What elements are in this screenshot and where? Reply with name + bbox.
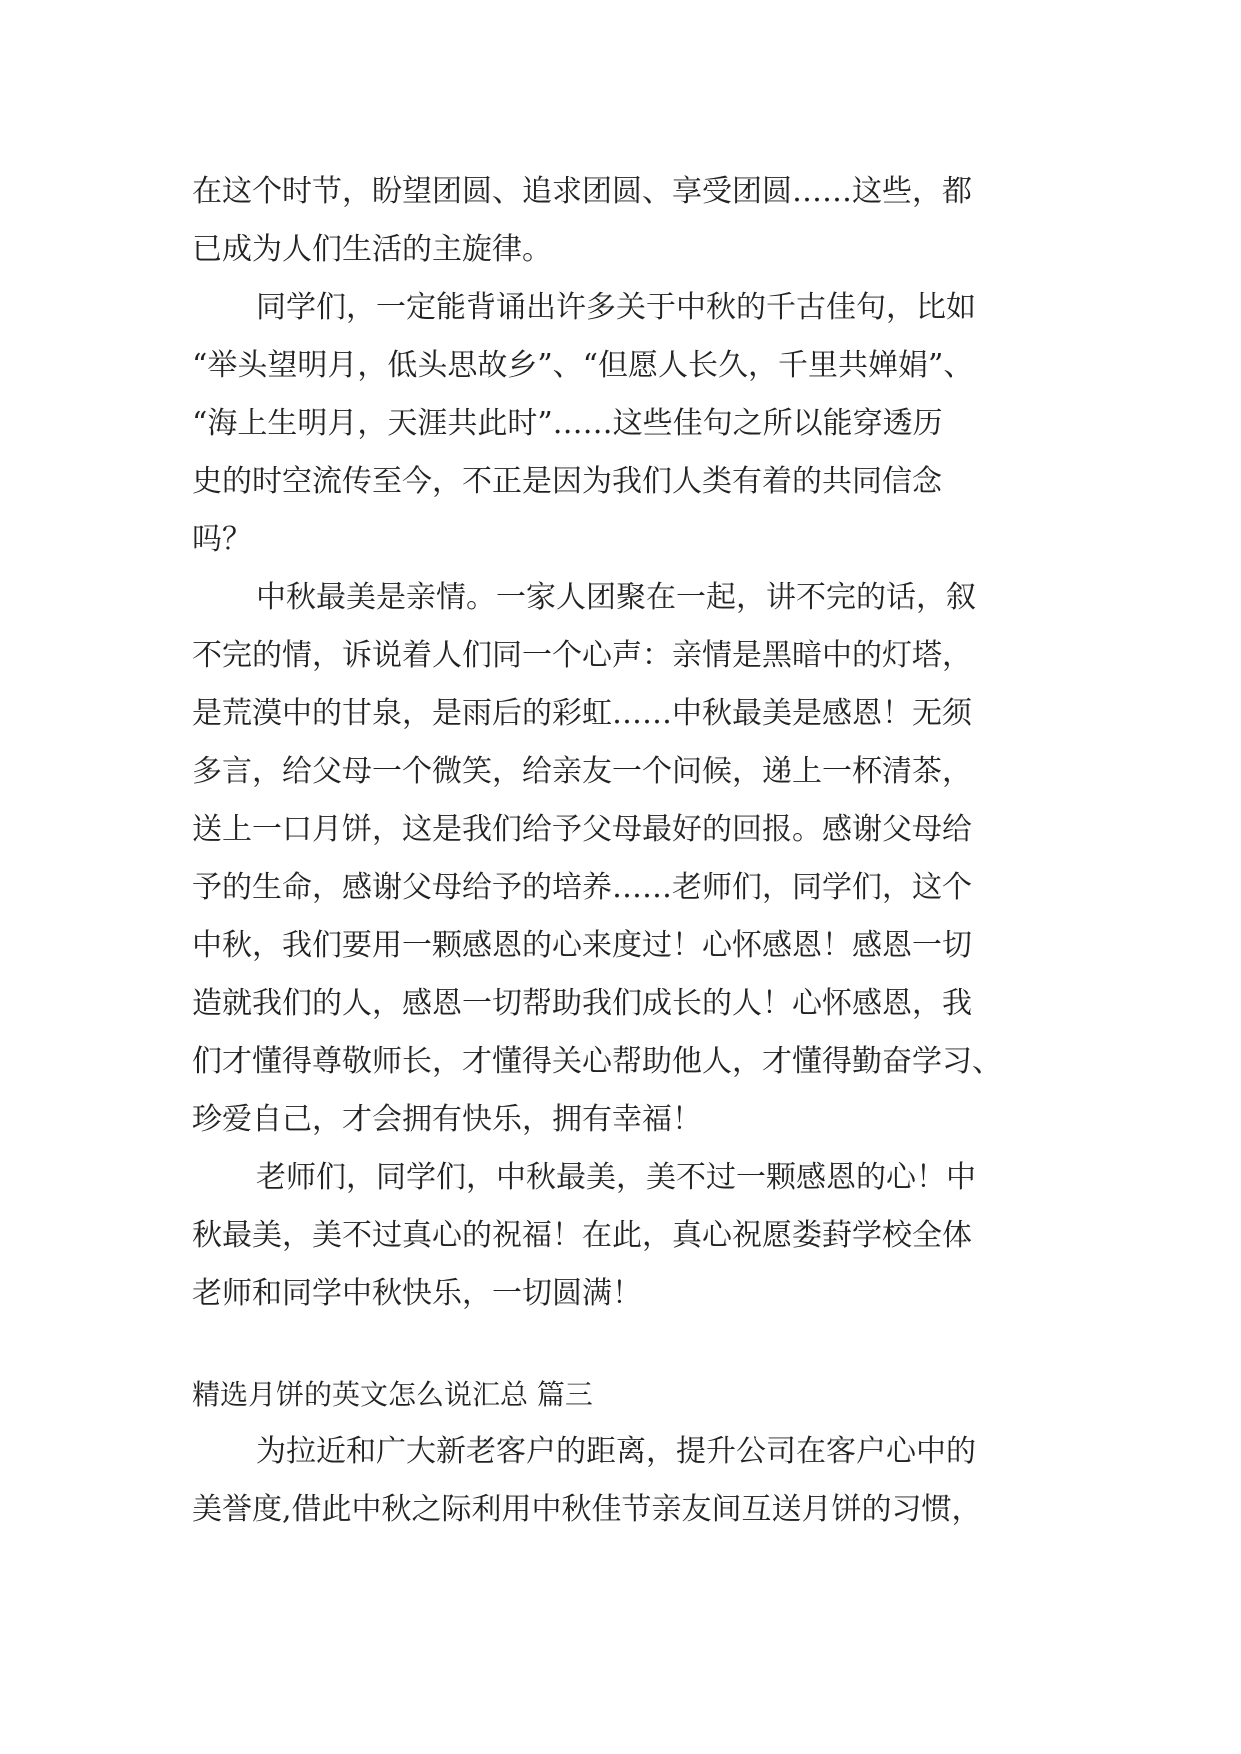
section-heading: 精选月饼的英文怎么说汇总 篇三 [192, 1378, 593, 1411]
paragraph-line: 造就我们的人，感恩一切帮助我们成长的人！心怀感恩，我 [192, 986, 972, 1021]
paragraph-line: 美誉度,借此中秋之际利用中秋佳节亲友间互送月饼的习惯， [192, 1492, 982, 1527]
paragraph-line: 秋最美，美不过真心的祝福！在此，真心祝愿娄葑学校全体 [192, 1218, 972, 1253]
paragraph-line: 多言，给父母一个微笑，给亲友一个问候，递上一杯清茶， [192, 754, 972, 789]
paragraph-line: 中秋，我们要用一颗感恩的心来度过！心怀感恩！感恩一切 [192, 928, 972, 963]
paragraph-line: 老师和同学中秋快乐，一切圆满！ [192, 1276, 642, 1311]
paragraph-line: 中秋最美是亲情。一家人团聚在一起，讲不完的话，叙 [256, 580, 976, 615]
paragraph-line: 送上一口月饼，这是我们给予父母最好的回报。感谢父母给 [192, 812, 972, 847]
paragraph-line: 予的生命，感谢父母给予的培养……老师们，同学们，这个 [192, 870, 972, 905]
paragraph-line: “举头望明月，低头思故乡”、“但愿人长久，千里共婵娟”、 [192, 348, 974, 383]
paragraph-line: 同学们，一定能背诵出许多关于中秋的千古佳句，比如 [256, 290, 976, 325]
paragraph-line: 已成为人们生活的主旋律。 [192, 232, 552, 267]
paragraph-line: 为拉近和广大新老客户的距离，提升公司在客户心中的 [256, 1434, 976, 1469]
paragraph-line: 史的时空流传至今，不正是因为我们人类有着的共同信念 [192, 464, 942, 499]
paragraph-line: 是荒漠中的甘泉，是雨后的彩虹……中秋最美是感恩！无须 [192, 696, 972, 731]
paragraph-line: 在这个时节，盼望团圆、追求团圆、享受团圆……这些，都 [192, 174, 972, 209]
paragraph-line: “海上生明月，天涯共此时”……这些佳句之所以能穿透历 [192, 406, 943, 441]
paragraph-line: 老师们，同学们，中秋最美，美不过一颗感恩的心！中 [256, 1160, 976, 1195]
paragraph-line: 们才懂得尊敬师长，才懂得关心帮助他人，才懂得勤奋学习、 [192, 1044, 1002, 1079]
paragraph-line: 不完的情，诉说着人们同一个心声：亲情是黑暗中的灯塔， [192, 638, 972, 673]
paragraph-line: 吗？ [192, 522, 252, 557]
paragraph-line: 珍爱自己，才会拥有快乐，拥有幸福！ [192, 1102, 702, 1137]
